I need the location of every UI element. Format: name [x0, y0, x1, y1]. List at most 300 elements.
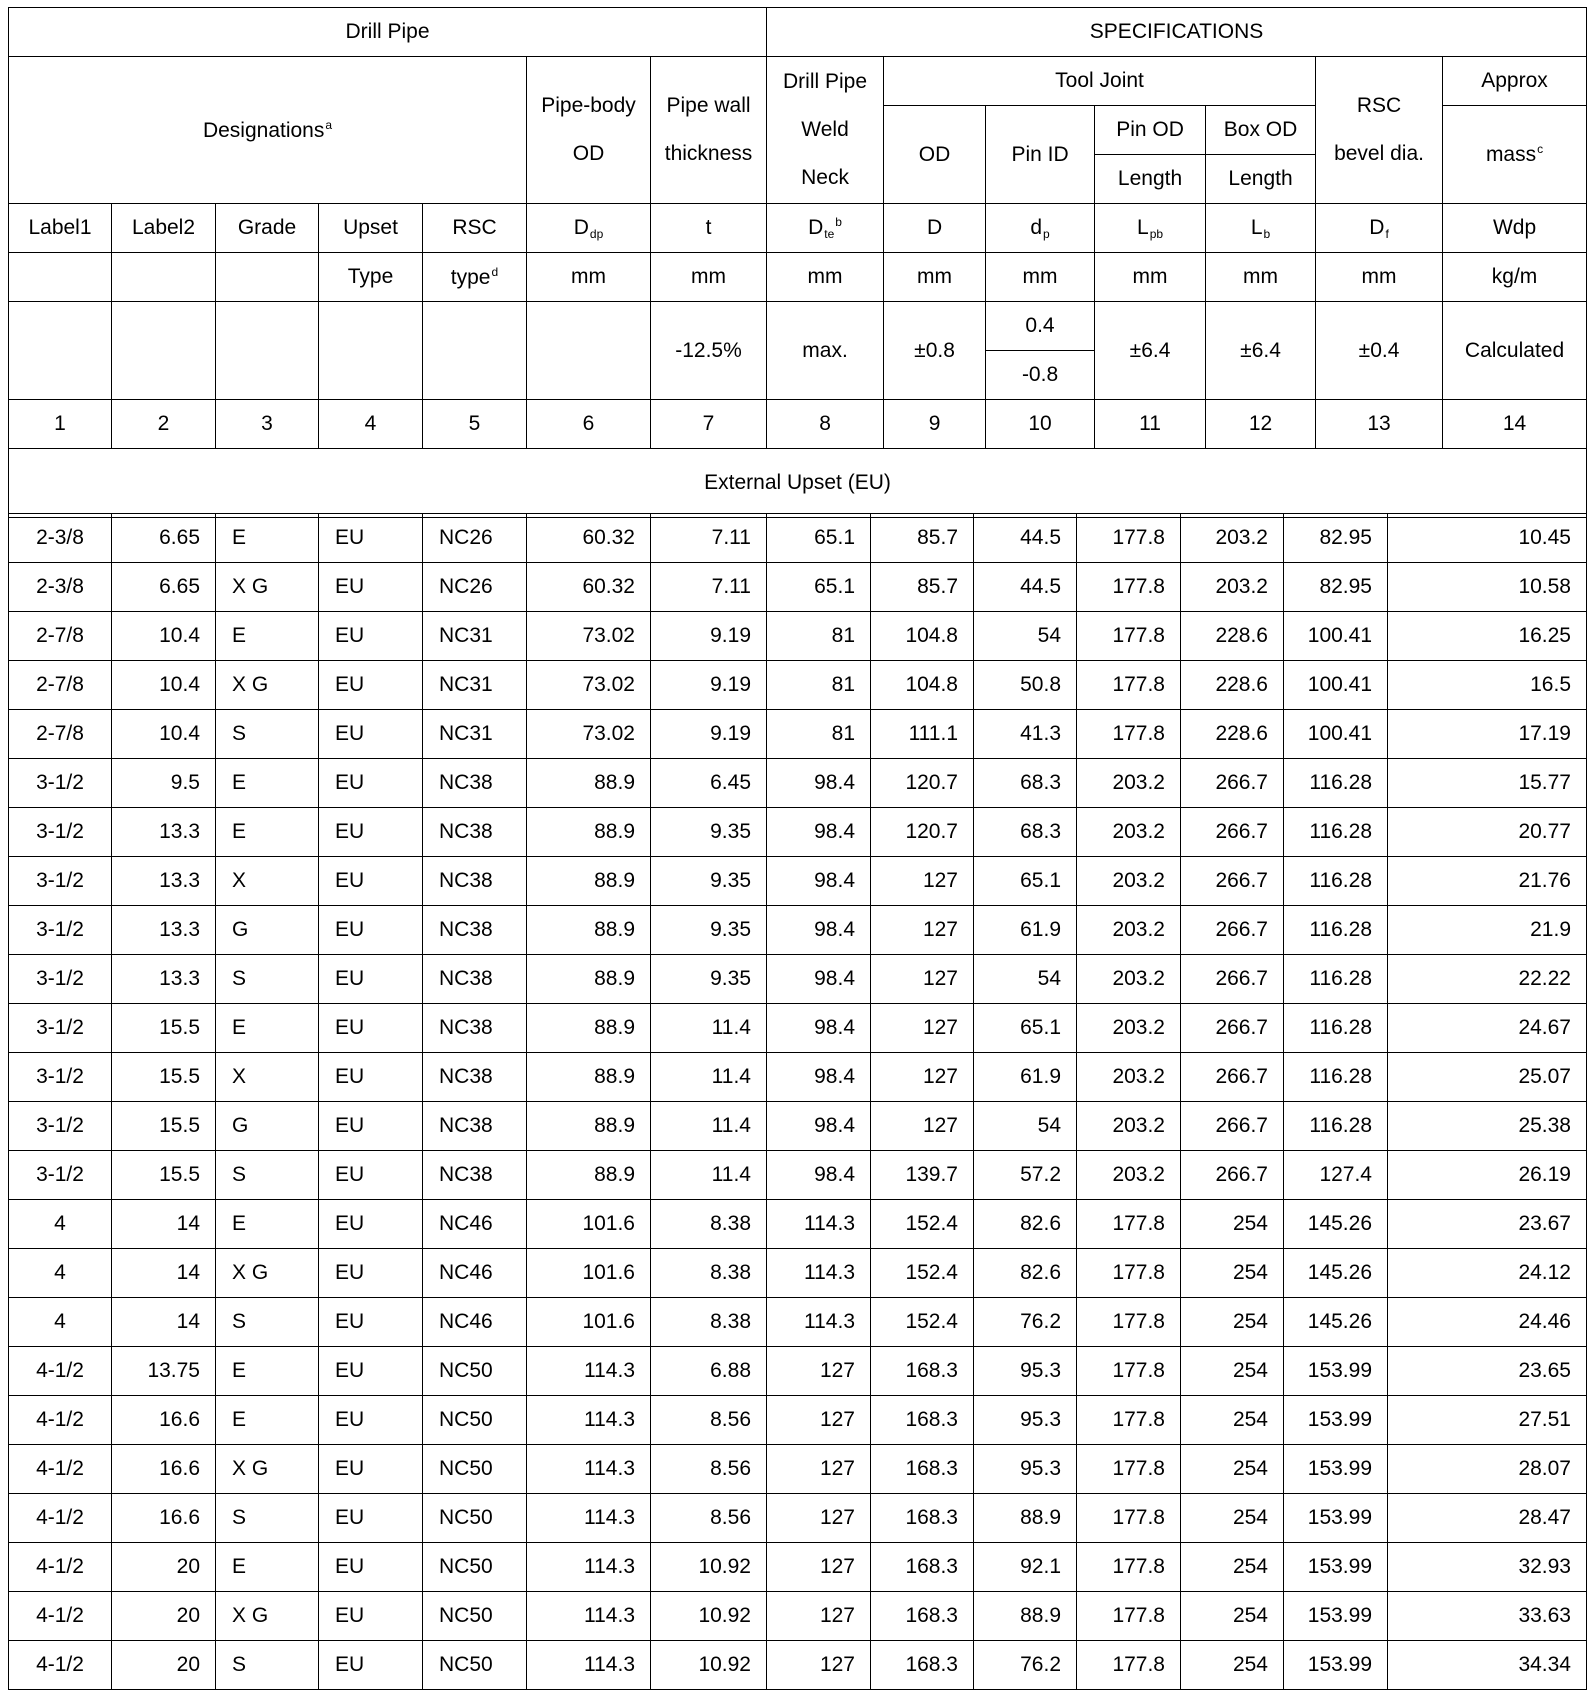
- table-row: [9, 808, 1587, 857]
- cell-label1: 2-7/8: [9, 661, 112, 710]
- cell-pin-id: 68.3: [974, 808, 1077, 857]
- cell-upset: EU: [319, 612, 423, 661]
- cell-pin-length: 203.2: [1077, 857, 1181, 906]
- cell-pin-id: 65.1: [974, 857, 1077, 906]
- unit-cell: [9, 253, 112, 302]
- cell-tj-od: 168.3: [871, 1543, 974, 1592]
- cell-rsc: NC38: [423, 1004, 527, 1053]
- cell-weld-neck: 98.4: [767, 1102, 871, 1151]
- cell-pin-id: 76.2: [974, 1298, 1077, 1347]
- tolerance-cell: [527, 302, 651, 400]
- cell-label2: 6.65: [112, 563, 216, 612]
- unit-cell: [112, 253, 216, 302]
- cell-box-length: 266.7: [1181, 808, 1284, 857]
- cell-rsc-bevel: 153.99: [1284, 1347, 1388, 1396]
- cell-pin-id: 44.5: [974, 514, 1077, 563]
- cell-label2: 10.4: [112, 612, 216, 661]
- cell-box-length: 266.7: [1181, 1053, 1284, 1102]
- cell-label2: 10.4: [112, 661, 216, 710]
- cell-pin-id: 95.3: [974, 1347, 1077, 1396]
- cell-mass: 25.07: [1388, 1053, 1587, 1102]
- symbol-grade: Grade: [216, 204, 319, 253]
- unit-mm: mm: [767, 253, 884, 302]
- mass-header: mass$^c$: [1443, 106, 1587, 204]
- cell-upset: EU: [319, 1151, 423, 1200]
- column-number-5: 5: [423, 400, 527, 449]
- section-title: External Upset (EU): [9, 449, 1587, 518]
- cell-rsc-bevel: 116.28: [1284, 955, 1388, 1004]
- cell-label1: 3-1/2: [9, 759, 112, 808]
- cell-weld-neck: 65.1: [767, 563, 871, 612]
- table-row: [9, 1641, 1587, 1690]
- cell-pin-length: 177.8: [1077, 1592, 1181, 1641]
- cell-wall: 9.19: [651, 710, 767, 759]
- pipe-body-od-header: Pipe-body OD: [527, 57, 651, 204]
- cell-box-length: 254: [1181, 1494, 1284, 1543]
- cell-rsc-bevel: 82.95: [1284, 514, 1388, 563]
- cell-tj-od: 168.3: [871, 1445, 974, 1494]
- cell-rsc: NC31: [423, 710, 527, 759]
- cell-mass: 10.45: [1388, 514, 1587, 563]
- cell-pin-id: 61.9: [974, 1053, 1077, 1102]
- pin-od-header: Pin OD: [1095, 106, 1206, 155]
- cell-label1: 4-1/2: [9, 1396, 112, 1445]
- od-header: OD: [884, 106, 986, 204]
- cell-grade: E: [216, 808, 319, 857]
- unit-cell: [216, 253, 319, 302]
- cell-label1: 4-1/2: [9, 1494, 112, 1543]
- cell-pipe-od: 88.9: [527, 808, 651, 857]
- symbol-wdp: Wdp: [1443, 204, 1587, 253]
- cell-weld-neck: 127: [767, 1641, 871, 1690]
- cell-box-length: 266.7: [1181, 1004, 1284, 1053]
- cell-pin-length: 203.2: [1077, 1151, 1181, 1200]
- cell-label1: 3-1/2: [9, 1151, 112, 1200]
- cell-rsc-bevel: 153.99: [1284, 1592, 1388, 1641]
- unit-upset-type: Type: [319, 253, 423, 302]
- cell-box-length: 203.2: [1181, 514, 1284, 563]
- cell-label2: 16.6: [112, 1396, 216, 1445]
- table-row: [9, 661, 1587, 710]
- cell-pin-length: 177.8: [1077, 563, 1181, 612]
- cell-pin-id: 95.3: [974, 1396, 1077, 1445]
- cell-rsc: NC38: [423, 759, 527, 808]
- cell-upset: EU: [319, 808, 423, 857]
- cell-pin-id: 54: [974, 1102, 1077, 1151]
- tolerance-cell: [216, 302, 319, 400]
- cell-label2: 15.5: [112, 1151, 216, 1200]
- cell-rsc: NC50: [423, 1592, 527, 1641]
- tolerance-row: [9, 302, 1587, 351]
- spec-table-body: [8, 513, 1587, 1690]
- cell-pin-id: 61.9: [974, 906, 1077, 955]
- cell-weld-neck: 81: [767, 661, 871, 710]
- cell-rsc-bevel: 116.28: [1284, 808, 1388, 857]
- cell-wall: 6.45: [651, 759, 767, 808]
- cell-rsc: NC31: [423, 612, 527, 661]
- designations-header: Designations$^a$: [9, 57, 527, 204]
- cell-pipe-od: 73.02: [527, 612, 651, 661]
- cell-grade: E: [216, 1200, 319, 1249]
- cell-weld-neck: 127: [767, 1592, 871, 1641]
- table-row: [9, 1298, 1587, 1347]
- cell-rsc-bevel: 153.99: [1284, 1543, 1388, 1592]
- cell-rsc-bevel: 153.99: [1284, 1445, 1388, 1494]
- cell-wall: 8.56: [651, 1396, 767, 1445]
- cell-upset: EU: [319, 1543, 423, 1592]
- cell-label1: 4-1/2: [9, 1641, 112, 1690]
- cell-pipe-od: 73.02: [527, 710, 651, 759]
- cell-rsc: NC50: [423, 1396, 527, 1445]
- cell-mass: 23.67: [1388, 1200, 1587, 1249]
- cell-rsc: NC50: [423, 1494, 527, 1543]
- cell-label2: 14: [112, 1249, 216, 1298]
- cell-pin-length: 177.8: [1077, 1347, 1181, 1396]
- cell-tj-od: 127: [871, 1053, 974, 1102]
- cell-pin-length: 177.8: [1077, 1249, 1181, 1298]
- cell-grade: X: [216, 1053, 319, 1102]
- cell-rsc-bevel: 100.41: [1284, 710, 1388, 759]
- cell-box-length: 254: [1181, 1396, 1284, 1445]
- table-row: [9, 1053, 1587, 1102]
- table-row: [9, 955, 1587, 1004]
- cell-pin-length: 177.8: [1077, 1641, 1181, 1690]
- cell-rsc-bevel: 153.99: [1284, 1396, 1388, 1445]
- cell-upset: EU: [319, 1494, 423, 1543]
- cell-upset: EU: [319, 1641, 423, 1690]
- cell-pipe-od: 114.3: [527, 1592, 651, 1641]
- column-number-10: 10: [986, 400, 1095, 449]
- table-row: [9, 514, 1587, 563]
- cell-weld-neck: 65.1: [767, 514, 871, 563]
- cell-mass: 24.12: [1388, 1249, 1587, 1298]
- cell-pin-id: 95.3: [974, 1445, 1077, 1494]
- cell-grade: S: [216, 1151, 319, 1200]
- cell-upset: EU: [319, 1592, 423, 1641]
- cell-pin-length: 177.8: [1077, 1298, 1181, 1347]
- cell-box-length: 266.7: [1181, 1102, 1284, 1151]
- symbol-upset: Upset: [319, 204, 423, 253]
- unit-mm: mm: [651, 253, 767, 302]
- pin-length-header: Length: [1095, 155, 1206, 204]
- cell-rsc-bevel: 82.95: [1284, 563, 1388, 612]
- cell-mass: 15.77: [1388, 759, 1587, 808]
- cell-grade: X G: [216, 563, 319, 612]
- table-row: [9, 857, 1587, 906]
- cell-weld-neck: 127: [767, 1543, 871, 1592]
- cell-wall: 10.92: [651, 1592, 767, 1641]
- table-row: [9, 1494, 1587, 1543]
- cell-rsc-bevel: 116.28: [1284, 906, 1388, 955]
- column-number-8: 8: [767, 400, 884, 449]
- cell-wall: 6.88: [651, 1347, 767, 1396]
- cell-tj-od: 120.7: [871, 808, 974, 857]
- column-number-7: 7: [651, 400, 767, 449]
- cell-rsc: NC50: [423, 1445, 527, 1494]
- cell-mass: 17.19: [1388, 710, 1587, 759]
- cell-box-length: 266.7: [1181, 955, 1284, 1004]
- cell-pin-length: 203.2: [1077, 906, 1181, 955]
- symbol-row: [9, 204, 1587, 253]
- cell-label2: 15.5: [112, 1053, 216, 1102]
- cell-pin-length: 177.8: [1077, 710, 1181, 759]
- pipe-wall-thickness-header: Pipe wall thickness: [651, 57, 767, 204]
- cell-weld-neck: 98.4: [767, 955, 871, 1004]
- cell-box-length: 254: [1181, 1298, 1284, 1347]
- cell-pipe-od: 88.9: [527, 1053, 651, 1102]
- column-number-14: 14: [1443, 400, 1587, 449]
- cell-label1: 4: [9, 1249, 112, 1298]
- cell-rsc-bevel: 127.4: [1284, 1151, 1388, 1200]
- cell-mass: 22.22: [1388, 955, 1587, 1004]
- cell-label2: 10.4: [112, 710, 216, 759]
- table-row: [9, 1543, 1587, 1592]
- cell-tj-od: 168.3: [871, 1347, 974, 1396]
- cell-box-length: 254: [1181, 1249, 1284, 1298]
- cell-pipe-od: 88.9: [527, 759, 651, 808]
- cell-label2: 6.65: [112, 514, 216, 563]
- cell-pipe-od: 88.9: [527, 906, 651, 955]
- symbol-dp: $d_p$: [986, 204, 1095, 253]
- cell-label2: 20: [112, 1641, 216, 1690]
- cell-rsc: NC31: [423, 661, 527, 710]
- column-number-9: 9: [884, 400, 986, 449]
- tolerance-weld-neck: max.: [767, 302, 884, 400]
- cell-rsc: NC26: [423, 514, 527, 563]
- cell-grade: S: [216, 955, 319, 1004]
- cell-weld-neck: 127: [767, 1347, 871, 1396]
- unit-mm: mm: [986, 253, 1095, 302]
- cell-mass: 23.65: [1388, 1347, 1587, 1396]
- cell-pin-length: 203.2: [1077, 808, 1181, 857]
- cell-upset: EU: [319, 661, 423, 710]
- cell-tj-od: 104.8: [871, 612, 974, 661]
- cell-pin-length: 177.8: [1077, 1445, 1181, 1494]
- cell-mass: 26.19: [1388, 1151, 1587, 1200]
- box-length-header: Length: [1206, 155, 1316, 204]
- table-row: [9, 1249, 1587, 1298]
- cell-pipe-od: 114.3: [527, 1494, 651, 1543]
- cell-pin-id: 50.8: [974, 661, 1077, 710]
- cell-label1: 4-1/2: [9, 1445, 112, 1494]
- cell-rsc: NC38: [423, 955, 527, 1004]
- cell-pin-id: 88.9: [974, 1494, 1077, 1543]
- cell-grade: E: [216, 1396, 319, 1445]
- cell-weld-neck: 98.4: [767, 906, 871, 955]
- cell-label2: 20: [112, 1543, 216, 1592]
- table-row: [9, 1347, 1587, 1396]
- column-number-11: 11: [1095, 400, 1206, 449]
- cell-mass: 24.46: [1388, 1298, 1587, 1347]
- cell-upset: EU: [319, 1249, 423, 1298]
- cell-upset: EU: [319, 514, 423, 563]
- cell-weld-neck: 98.4: [767, 857, 871, 906]
- cell-wall: 11.4: [651, 1053, 767, 1102]
- cell-wall: 8.56: [651, 1445, 767, 1494]
- symbol-label2: Label2: [112, 204, 216, 253]
- column-number-6: 6: [527, 400, 651, 449]
- cell-wall: 9.35: [651, 906, 767, 955]
- cell-label1: 3-1/2: [9, 1102, 112, 1151]
- cell-grade: S: [216, 1641, 319, 1690]
- cell-wall: 9.19: [651, 661, 767, 710]
- cell-label1: 2-3/8: [9, 563, 112, 612]
- cell-pipe-od: 88.9: [527, 1004, 651, 1053]
- cell-upset: EU: [319, 1053, 423, 1102]
- cell-pin-length: 177.8: [1077, 1200, 1181, 1249]
- cell-rsc: NC26: [423, 563, 527, 612]
- cell-wall: 7.11: [651, 514, 767, 563]
- cell-tj-od: 120.7: [871, 759, 974, 808]
- cell-weld-neck: 98.4: [767, 808, 871, 857]
- cell-pin-length: 203.2: [1077, 759, 1181, 808]
- cell-upset: EU: [319, 1102, 423, 1151]
- cell-pipe-od: 60.32: [527, 514, 651, 563]
- cell-upset: EU: [319, 563, 423, 612]
- cell-grade: G: [216, 1102, 319, 1151]
- cell-label1: 2-7/8: [9, 612, 112, 661]
- unit-kgm: kg/m: [1443, 253, 1587, 302]
- cell-rsc: NC46: [423, 1298, 527, 1347]
- cell-upset: EU: [319, 857, 423, 906]
- cell-pipe-od: 114.3: [527, 1347, 651, 1396]
- cell-label1: 4-1/2: [9, 1347, 112, 1396]
- unit-rsc-type: type$^d$: [423, 253, 527, 302]
- cell-pin-id: 82.6: [974, 1200, 1077, 1249]
- cell-box-length: 266.7: [1181, 857, 1284, 906]
- cell-rsc: NC50: [423, 1543, 527, 1592]
- tolerance-box-length: ±6.4: [1206, 302, 1316, 400]
- symbol-label1: Label1: [9, 204, 112, 253]
- cell-grade: X G: [216, 661, 319, 710]
- cell-pin-length: 203.2: [1077, 955, 1181, 1004]
- cell-upset: EU: [319, 955, 423, 1004]
- cell-grade: S: [216, 1494, 319, 1543]
- cell-rsc-bevel: 116.28: [1284, 759, 1388, 808]
- cell-box-length: 254: [1181, 1200, 1284, 1249]
- cell-pin-length: 177.8: [1077, 514, 1181, 563]
- cell-tj-od: 152.4: [871, 1249, 974, 1298]
- cell-wall: 11.4: [651, 1151, 767, 1200]
- cell-wall: 10.92: [651, 1543, 767, 1592]
- column-number-1: 1: [9, 400, 112, 449]
- cell-label2: 15.5: [112, 1004, 216, 1053]
- cell-tj-od: 168.3: [871, 1641, 974, 1690]
- cell-pin-id: 65.1: [974, 1004, 1077, 1053]
- cell-tj-od: 127: [871, 857, 974, 906]
- cell-label2: 13.3: [112, 857, 216, 906]
- cell-label1: 4-1/2: [9, 1543, 112, 1592]
- box-od-header: Box OD: [1206, 106, 1316, 155]
- cell-rsc: NC46: [423, 1249, 527, 1298]
- cell-tj-od: 85.7: [871, 514, 974, 563]
- unit-mm: mm: [1316, 253, 1443, 302]
- table-row: [9, 710, 1587, 759]
- symbol-rsc: RSC: [423, 204, 527, 253]
- unit-mm: mm: [527, 253, 651, 302]
- specifications-header: SPECIFICATIONS: [767, 8, 1587, 57]
- cell-weld-neck: 81: [767, 612, 871, 661]
- cell-rsc-bevel: 153.99: [1284, 1641, 1388, 1690]
- cell-label2: 14: [112, 1200, 216, 1249]
- cell-rsc-bevel: 116.28: [1284, 1053, 1388, 1102]
- cell-mass: 24.67: [1388, 1004, 1587, 1053]
- cell-rsc-bevel: 116.28: [1284, 1102, 1388, 1151]
- column-number-row: [9, 400, 1587, 449]
- tolerance-cell: [319, 302, 423, 400]
- cell-box-length: 266.7: [1181, 759, 1284, 808]
- cell-mass: 33.63: [1388, 1592, 1587, 1641]
- cell-mass: 10.58: [1388, 563, 1587, 612]
- cell-grade: G: [216, 906, 319, 955]
- table-row: [9, 563, 1587, 612]
- cell-upset: EU: [319, 710, 423, 759]
- cell-rsc: NC38: [423, 906, 527, 955]
- cell-pin-length: 177.8: [1077, 612, 1181, 661]
- table-row: [9, 1396, 1587, 1445]
- tolerance-cell: [112, 302, 216, 400]
- table-row: [9, 1004, 1587, 1053]
- cell-rsc: NC38: [423, 1151, 527, 1200]
- cell-grade: S: [216, 710, 319, 759]
- rsc-bevel-header: RSC bevel dia.: [1316, 57, 1443, 204]
- cell-tj-od: 139.7: [871, 1151, 974, 1200]
- cell-rsc-bevel: 100.41: [1284, 612, 1388, 661]
- tolerance-wall: -12.5%: [651, 302, 767, 400]
- cell-wall: 8.38: [651, 1200, 767, 1249]
- cell-pin-id: 44.5: [974, 563, 1077, 612]
- cell-mass: 21.76: [1388, 857, 1587, 906]
- cell-tj-od: 111.1: [871, 710, 974, 759]
- cell-wall: 9.35: [651, 808, 767, 857]
- cell-weld-neck: 127: [767, 1494, 871, 1543]
- tolerance-rsc-bevel: ±0.4: [1316, 302, 1443, 400]
- cell-box-length: 254: [1181, 1543, 1284, 1592]
- cell-weld-neck: 98.4: [767, 759, 871, 808]
- cell-rsc: NC38: [423, 857, 527, 906]
- tolerance-pin-length: ±6.4: [1095, 302, 1206, 400]
- cell-rsc-bevel: 116.28: [1284, 857, 1388, 906]
- cell-pipe-od: 114.3: [527, 1445, 651, 1494]
- cell-label1: 3-1/2: [9, 1053, 112, 1102]
- cell-pin-length: 177.8: [1077, 1494, 1181, 1543]
- cell-weld-neck: 81: [767, 710, 871, 759]
- cell-upset: EU: [319, 906, 423, 955]
- cell-pipe-od: 88.9: [527, 955, 651, 1004]
- cell-wall: 9.35: [651, 857, 767, 906]
- cell-tj-od: 168.3: [871, 1396, 974, 1445]
- unit-mm: mm: [1206, 253, 1316, 302]
- spec-table-header: [8, 7, 1587, 518]
- cell-grade: E: [216, 1004, 319, 1053]
- cell-label2: 13.3: [112, 808, 216, 857]
- cell-mass: 21.9: [1388, 906, 1587, 955]
- cell-upset: EU: [319, 1200, 423, 1249]
- cell-weld-neck: 127: [767, 1396, 871, 1445]
- cell-weld-neck: 114.3: [767, 1298, 871, 1347]
- cell-grade: E: [216, 1347, 319, 1396]
- cell-tj-od: 127: [871, 906, 974, 955]
- cell-box-length: 254: [1181, 1347, 1284, 1396]
- table-row: [9, 1151, 1587, 1200]
- cell-tj-od: 127: [871, 1004, 974, 1053]
- approx-header: Approx: [1443, 57, 1587, 106]
- cell-rsc: NC50: [423, 1347, 527, 1396]
- cell-pin-length: 203.2: [1077, 1004, 1181, 1053]
- cell-pin-id: 88.9: [974, 1592, 1077, 1641]
- table-row: [9, 1592, 1587, 1641]
- column-number-4: 4: [319, 400, 423, 449]
